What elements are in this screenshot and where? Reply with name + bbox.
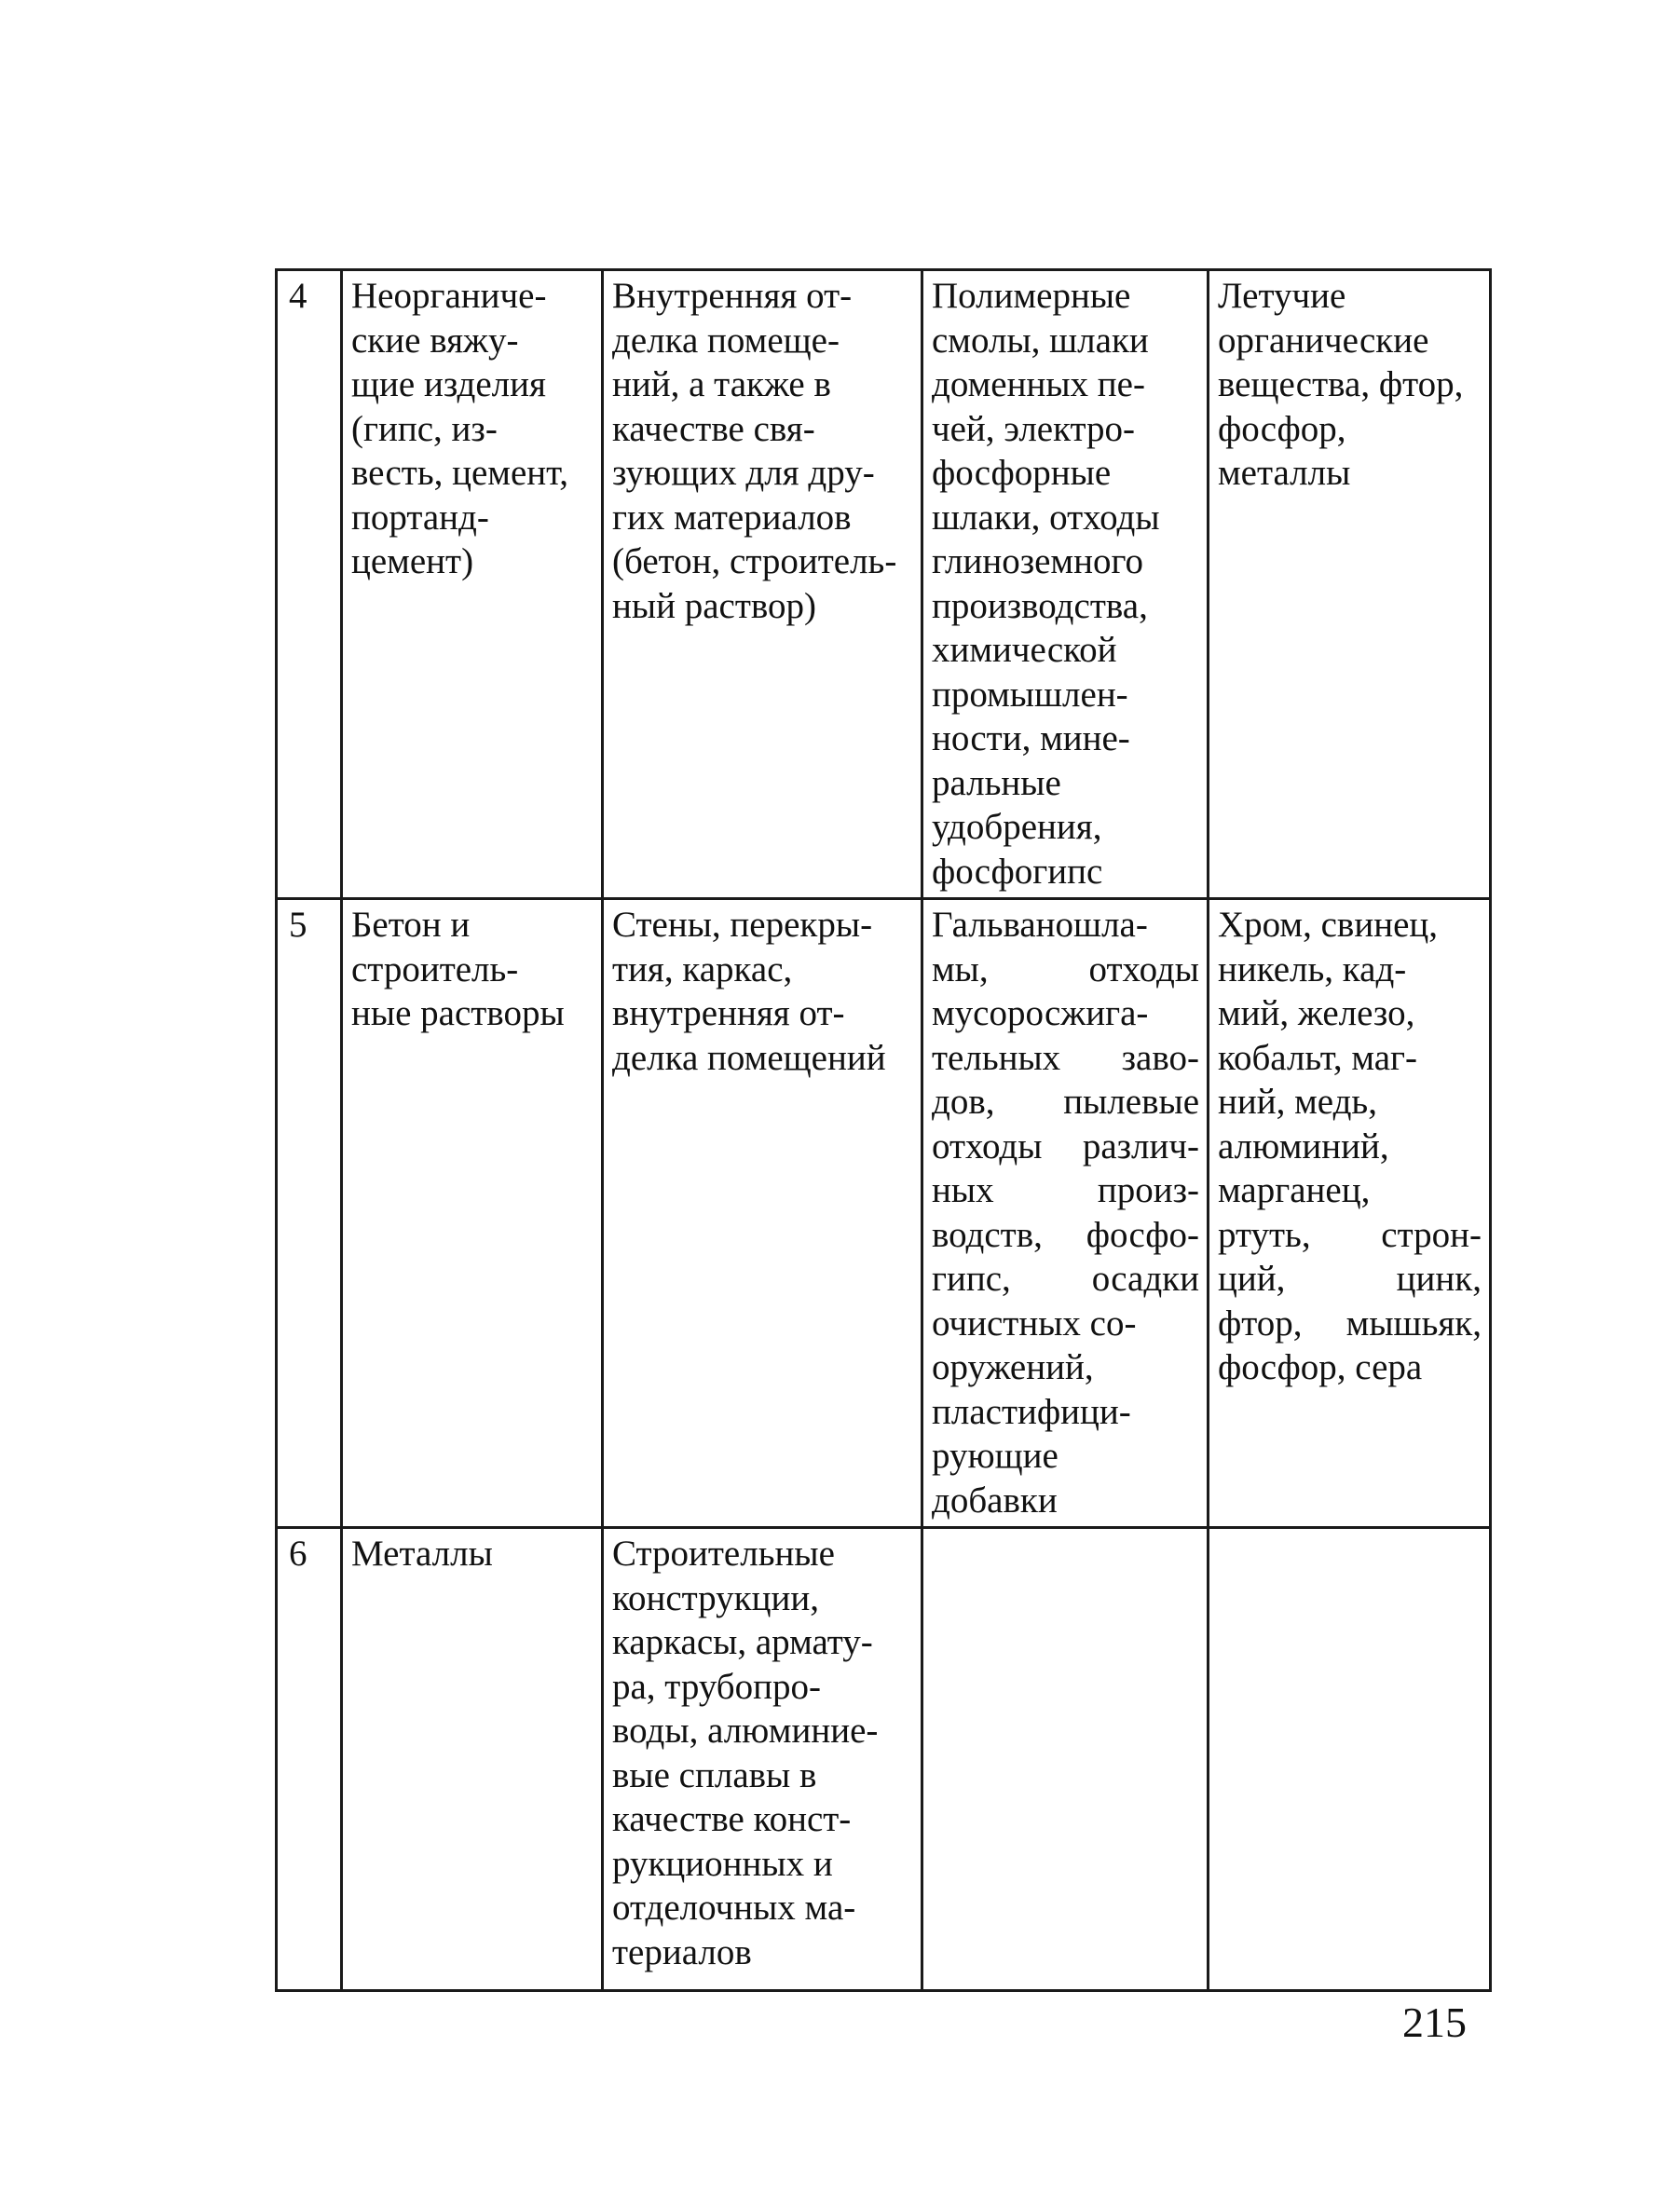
table-row <box>277 1528 1491 1991</box>
text-line: фосфор, сера <box>1218 1347 1423 1387</box>
text-line: ций, цинк, <box>1218 1259 1482 1299</box>
text-line: отходы различ- <box>932 1125 1199 1166</box>
text-line: ных произ- <box>932 1170 1199 1210</box>
pollutants-cell <box>1209 1528 1491 1991</box>
text-line: водств, фосфо- <box>932 1214 1199 1255</box>
text-line: Хром, свинец, <box>1218 905 1438 945</box>
material-cell: Металлы <box>342 1528 603 1991</box>
waste-cell <box>922 899 1209 1528</box>
text-line: мий, железо, <box>1218 993 1415 1033</box>
pollutants-lines <box>1218 903 1482 1390</box>
text-line: фтор, мышьяк, <box>1218 1303 1482 1344</box>
text-line: марганец, <box>1218 1170 1371 1210</box>
text-line: ний, медь, <box>1218 1082 1377 1122</box>
row-number: 6 <box>277 1528 342 1991</box>
text-line: мы, отходы <box>932 948 1199 989</box>
waste-cell <box>922 1528 1209 1991</box>
application-cell: Строительные конструкции, каркасы, армату- ра, трубопро- воды, алюминие- вые сплавы в качестве конст- рукционных и отделочных ма- териалов <box>603 1528 922 1991</box>
text-line: очистных со- <box>932 1303 1137 1344</box>
text-line: рующие <box>932 1436 1059 1476</box>
text-line: добавки <box>932 1480 1058 1521</box>
pollutants-cell <box>1209 899 1491 1528</box>
waste-lines <box>932 903 1199 1522</box>
text-line: никель, кад- <box>1218 948 1407 989</box>
text-line: тельных заво- <box>932 1037 1199 1078</box>
text-line: ртуть, строн- <box>1218 1214 1482 1255</box>
text-line: дов, пылевые <box>932 1082 1199 1122</box>
application-cell: Внутренняя от- делка помеще- ний, а также в качестве свя- зующих для дру- гих материалов (бетон, строитель- ный раствор) <box>603 270 922 899</box>
text-line: гипс, осадки <box>932 1259 1199 1299</box>
text-line: кобальт, маг- <box>1218 1037 1418 1078</box>
material-cell: Бетон и строитель- ные растворы <box>342 899 603 1528</box>
materials-table <box>275 268 1492 1992</box>
text-line: оружений, <box>932 1347 1094 1387</box>
pollutants-cell: Летучие органические вещества, фтор, фосфор, металлы <box>1209 270 1491 899</box>
text-line: алюминий, <box>1218 1125 1389 1166</box>
text-line: мусоросжига- <box>932 993 1149 1033</box>
table-row <box>277 270 1491 899</box>
text-line: Гальваношла- <box>932 905 1148 945</box>
table-row <box>277 899 1491 1528</box>
page-number: 215 <box>1402 1999 1467 2046</box>
waste-cell: Полимерные смолы, шлаки доменных пе- чей, электро- фосфорные шлаки, отходы глиноземного производства, химической промышлен- ности, мине- ральные удобрения, фосфогипс <box>922 270 1209 899</box>
material-cell: Неорганиче- ские вяжу- щие изделия (гипс, из- весть, цемент, портанд- цемент) <box>342 270 603 899</box>
text-line: пластифици- <box>932 1391 1131 1432</box>
row-number: 4 <box>277 270 342 899</box>
application-cell: Стены, перекры- тия, каркас, внутренняя от- делка помещений <box>603 899 922 1528</box>
row-number: 5 <box>277 899 342 1528</box>
